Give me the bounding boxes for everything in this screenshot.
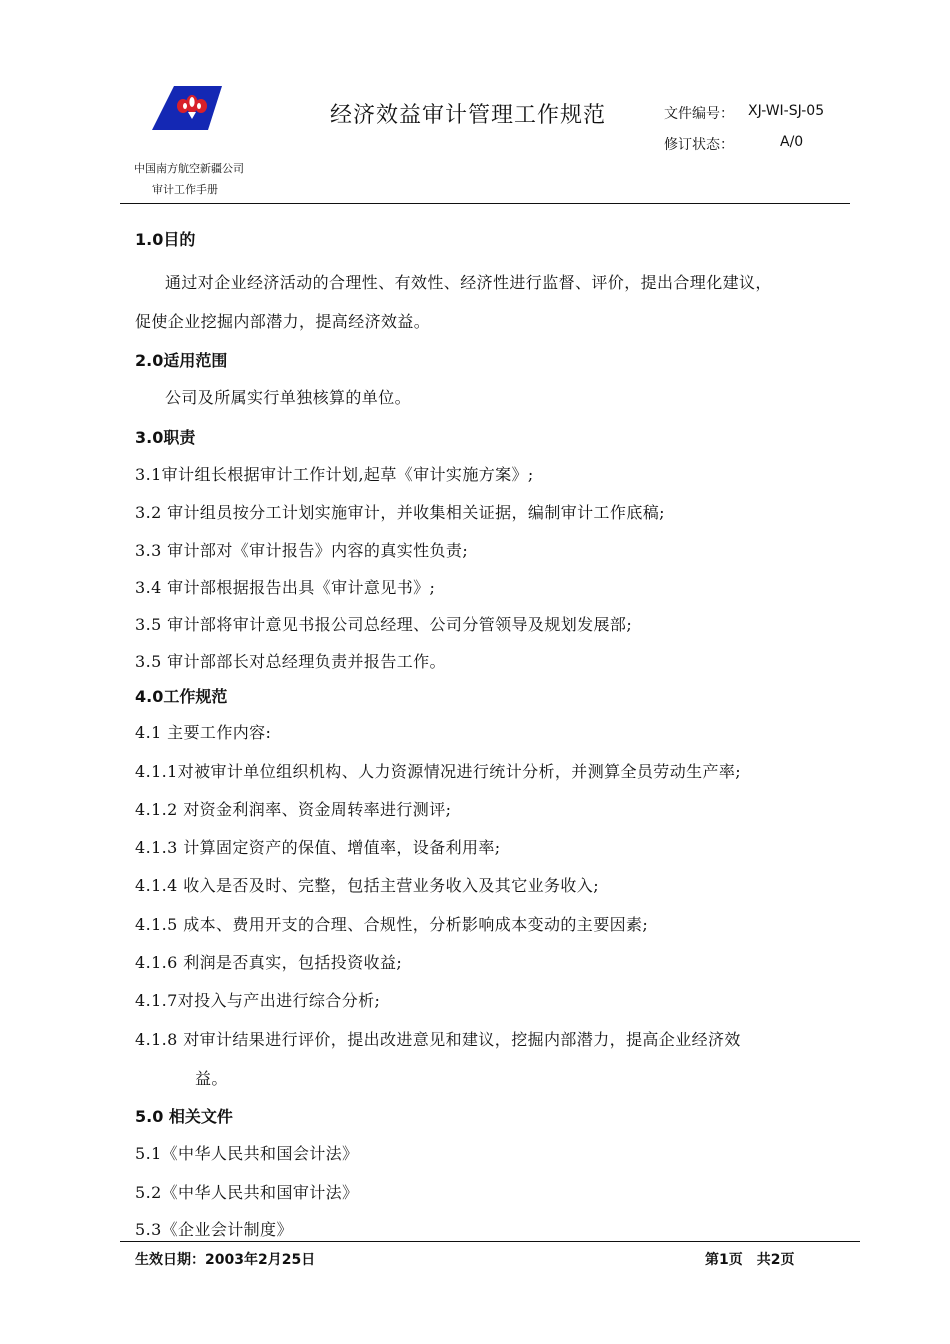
list-item: 3.5 审计部将审计意见书报公司总经理、公司分管领导及规划发展部; <box>135 615 633 634</box>
company-name: 中国南方航空新疆公司 <box>134 162 244 175</box>
list-item: 5.3《企业会计制度》 <box>135 1220 293 1239</box>
list-item: 5.1《中华人民共和国会计法》 <box>135 1144 359 1163</box>
list-item: 3.5 审计部部长对总经理负责并报告工作。 <box>135 652 446 671</box>
revision-label: 修订状态： <box>664 137 734 153</box>
list-item: 3.3 审计部对《审计报告》内容的真实性负责; <box>135 541 469 560</box>
doc-number: XJ-WI-SJ-05 <box>748 103 825 119</box>
list-item: 4.1 主要工作内容: <box>135 723 272 742</box>
paragraph: 公司及所属实行单独核算的单位。 <box>165 388 412 407</box>
effective-date: 生效日期：2003年2月25日 <box>135 1252 316 1268</box>
manual-name: 审计工作手册 <box>152 183 218 196</box>
paragraph: 促使企业挖掘内部潜力，提高经济效益。 <box>135 312 431 331</box>
doc-number-label: 文件编号： <box>664 106 734 122</box>
section-heading: 4.0工作规范 <box>135 687 228 706</box>
list-item: 3.4 审计部根据报告出具《审计意见书》; <box>135 578 436 597</box>
list-item: 3.1审计组长根据审计工作计划,起草《审计实施方案》; <box>135 465 534 484</box>
paragraph: 通过对企业经济活动的合理性、有效性、经济性进行监督、评价，提出合理化建议， <box>165 273 772 292</box>
footer-divider <box>120 1241 860 1242</box>
section-heading: 3.0职责 <box>135 428 196 447</box>
list-item: 4.1.7对投入与产出进行综合分析; <box>135 991 381 1010</box>
header-divider <box>120 203 850 204</box>
list-item: 4.1.6 利润是否真实，包括投资收益; <box>135 953 403 972</box>
list-item: 4.1.8 对审计结果进行评价，提出改进意见和建议，挖掘内部潜力，提高企业经济效 <box>135 1030 741 1049</box>
section-heading: 1.0目的 <box>135 230 196 249</box>
list-item: 5.2《中华人民共和国审计法》 <box>135 1183 359 1202</box>
kapok-flower-logo-icon <box>150 82 224 132</box>
list-item: 4.1.2 对资金利润率、资金周转率进行测评; <box>135 800 452 819</box>
page-title: 经济效益审计管理工作规范 <box>330 103 607 128</box>
list-item: 4.1.3 计算固定资产的保值、增值率，设备利用率; <box>135 838 501 857</box>
list-item: 4.1.4 收入是否及时、完整，包括主营业务收入及其它业务收入; <box>135 876 599 895</box>
section-heading: 5.0 相关文件 <box>135 1107 233 1126</box>
page-number: 第1页 共2页 <box>705 1252 795 1268</box>
list-item-continuation: 益。 <box>195 1069 228 1088</box>
section-heading: 2.0适用范围 <box>135 351 228 370</box>
list-item: 4.1.5 成本、费用开支的合理、合规性，分析影响成本变动的主要因素; <box>135 915 649 934</box>
list-item: 3.2 审计组员按分工计划实施审计，并收集相关证据，编制审计工作底稿; <box>135 503 665 522</box>
list-item: 4.1.1对被审计单位组织机构、人力资源情况进行统计分析，并测算全员劳动生产率; <box>135 762 742 781</box>
revision-value: A/0 <box>780 134 804 150</box>
company-logo <box>150 82 224 132</box>
